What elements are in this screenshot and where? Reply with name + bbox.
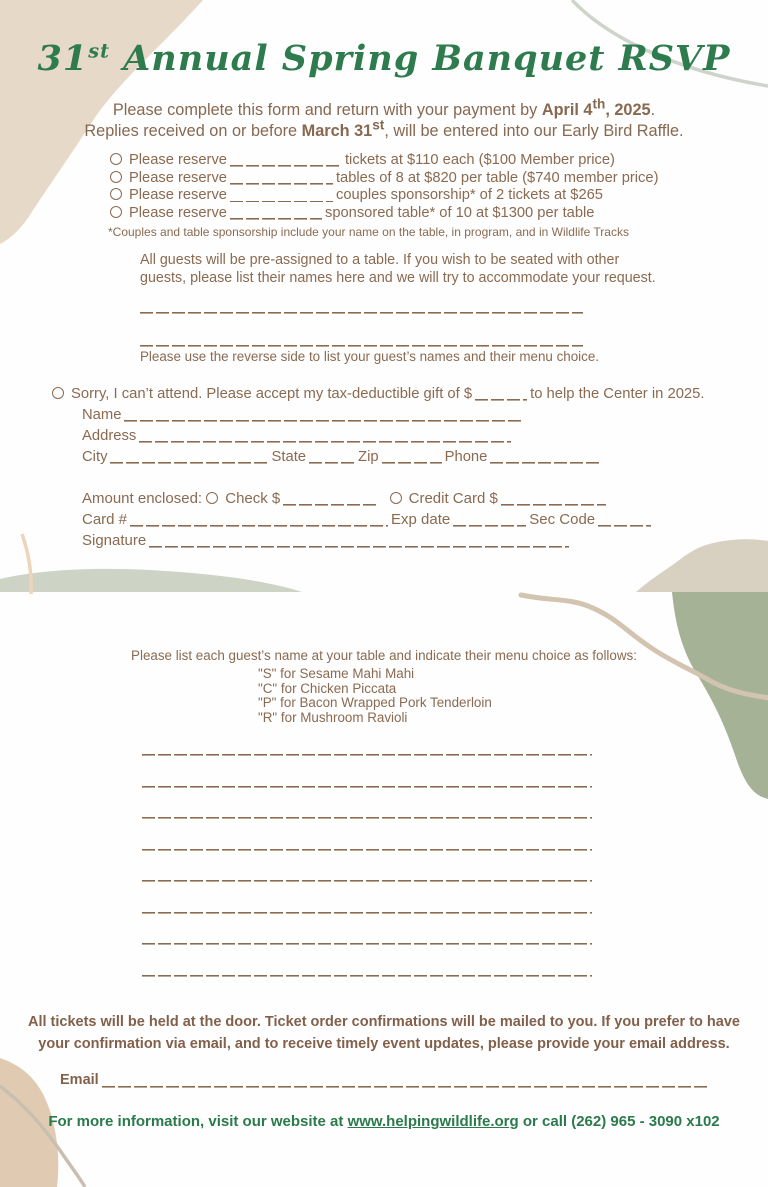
- option-label: Please reserve: [129, 187, 227, 204]
- couples-qty-blank[interactable]: [230, 191, 333, 202]
- guest-name-line[interactable]: [142, 975, 592, 977]
- intro-paragraph: [0, 96, 768, 142]
- tickets-note-line-2: your confirmation via email, and to receive timely event updates, please provide your email address.: [38, 1035, 730, 1052]
- guest-name-line[interactable]: [142, 817, 592, 819]
- reserve-option-tables: [110, 170, 658, 188]
- city-state-zip-phone-row: [82, 449, 605, 465]
- guest-name-line[interactable]: [142, 754, 592, 756]
- name-label: Name: [82, 407, 122, 423]
- seating-line-1: All guests will be pre-assigned to a table. If you wish to be seated with other: [140, 252, 620, 268]
- state-field[interactable]: [309, 453, 355, 464]
- reserve-option-sponsored: [110, 205, 658, 223]
- seating-names-line-2[interactable]: [140, 345, 583, 347]
- address-row: [82, 428, 514, 444]
- reservation-options: [110, 152, 658, 222]
- credit-card-label: Credit Card $: [408, 490, 498, 507]
- amount-enclosed-row: [82, 490, 609, 507]
- option-label: Please reserve: [129, 152, 227, 168]
- seating-line-2: guests, please list their names here and we will try to accommodate your request.: [140, 270, 656, 287]
- city-field[interactable]: [110, 453, 268, 464]
- tickets-qty-blank[interactable]: [230, 156, 342, 167]
- option-detail: couples sponsorship* of 2 tickets at $265: [335, 187, 603, 204]
- credit-amount-field[interactable]: [501, 495, 606, 506]
- card-number-row: [82, 511, 654, 528]
- exp-date-field[interactable]: [453, 516, 526, 527]
- signature-field[interactable]: [149, 537, 569, 548]
- credit-card-circle[interactable]: [390, 492, 402, 504]
- option-detail: tickets at $110 each ($100 Member price): [344, 152, 615, 168]
- menu-instructions-heading: Please list each guest’s name at your table and indicate their menu choice as follows:: [131, 648, 637, 663]
- info-phone-text: or call (262) 965 - 3090 x102: [518, 1113, 720, 1130]
- seating-request-paragraph: [140, 251, 656, 287]
- guest-name-line[interactable]: [142, 880, 592, 882]
- reserve-option-couples: [110, 187, 658, 205]
- email-row: [60, 1072, 715, 1088]
- card-number-field[interactable]: [130, 516, 388, 527]
- intro-line-2: Replies received on or before March 31st, will be entered into our Early Bird Raffle.: [84, 117, 684, 140]
- page-title: 31st Annual Spring Banquet RSVP: [37, 38, 731, 79]
- option-detail: sponsored table* of 10 at $1300 per table: [324, 204, 595, 221]
- reserve-option-tickets: [110, 152, 658, 170]
- email-field[interactable]: [102, 1077, 710, 1088]
- signature-label: Signature: [82, 532, 147, 549]
- guest-name-line[interactable]: [142, 786, 592, 788]
- guest-name-line[interactable]: [142, 943, 592, 945]
- sponsored-qty-blank[interactable]: [230, 209, 322, 220]
- guest-name-line[interactable]: [142, 912, 592, 914]
- option-detail: tables of 8 at $820 per table ($740 member price): [335, 169, 659, 186]
- menu-option-pork-tenderloin: "P" for Bacon Wrapped Pork Tenderloin: [258, 695, 492, 711]
- option-circle[interactable]: [110, 171, 122, 183]
- sec-code-field[interactable]: [598, 516, 651, 527]
- exp-date-label: Exp date: [391, 511, 451, 528]
- menu-option-chicken-piccata: "C" for Chicken Piccata: [258, 680, 397, 696]
- info-text: For more information, visit our website at: [48, 1113, 348, 1130]
- option-circle[interactable]: [110, 188, 122, 200]
- reverse-side-note: Please use the reverse side to list your guest’s names and their menu choice.: [140, 349, 600, 364]
- address-label: Address: [82, 428, 137, 444]
- state-label: State: [271, 449, 307, 465]
- check-amount-field[interactable]: [283, 495, 378, 506]
- signature-row: [82, 532, 572, 549]
- email-label: Email: [60, 1072, 99, 1088]
- guest-name-line[interactable]: [142, 849, 592, 851]
- zip-label: Zip: [358, 449, 379, 465]
- address-field[interactable]: [139, 432, 511, 443]
- sponsorship-footnote: *Couples and table sponsorship include your name on the table, in program, and in Wildlife Tracks: [108, 225, 629, 239]
- check-circle[interactable]: [206, 492, 218, 504]
- name-field[interactable]: [124, 411, 522, 422]
- seating-names-line-1[interactable]: [140, 312, 583, 314]
- decline-text: Sorry, I can’t attend. Please accept my tax-deductible gift of $: [71, 386, 473, 402]
- amount-label: Amount enclosed:: [82, 490, 203, 507]
- check-label: Check $: [225, 490, 281, 507]
- card-number-label: Card #: [82, 511, 128, 528]
- tables-qty-blank[interactable]: [230, 174, 333, 185]
- decline-circle[interactable]: [52, 387, 64, 399]
- name-row: [82, 407, 525, 423]
- option-label: Please reserve: [129, 204, 227, 221]
- website-link[interactable]: www.helpingwildlife.org: [347, 1113, 519, 1130]
- sec-code-label: Sec Code: [529, 511, 596, 528]
- phone-label: Phone: [444, 449, 488, 465]
- option-circle[interactable]: [110, 153, 122, 165]
- option-circle[interactable]: [110, 206, 122, 218]
- menu-choices-list: [258, 667, 492, 725]
- menu-option-mushroom-ravioli: "R" for Mushroom Ravioli: [258, 709, 408, 725]
- phone-field[interactable]: [490, 453, 602, 464]
- decline-option: [52, 386, 705, 402]
- zip-field[interactable]: [382, 453, 442, 464]
- option-label: Please reserve: [129, 169, 227, 186]
- city-label: City: [82, 449, 108, 465]
- menu-option-sesame-mahi: "S" for Sesame Mahi Mahi: [258, 666, 415, 681]
- tickets-note-line-1: All tickets will be held at the door. Ticket order confirmations will be mailed to you. If you prefer to have: [28, 1014, 740, 1030]
- more-info-footer: [0, 1113, 768, 1130]
- decline-text-end: to help the Center in 2025.: [530, 386, 705, 402]
- tickets-held-note: [0, 1012, 768, 1055]
- gift-amount-blank[interactable]: [475, 390, 527, 401]
- intro-line-1: Please complete this form and return with your payment by April 4th, 2025.: [112, 96, 656, 119]
